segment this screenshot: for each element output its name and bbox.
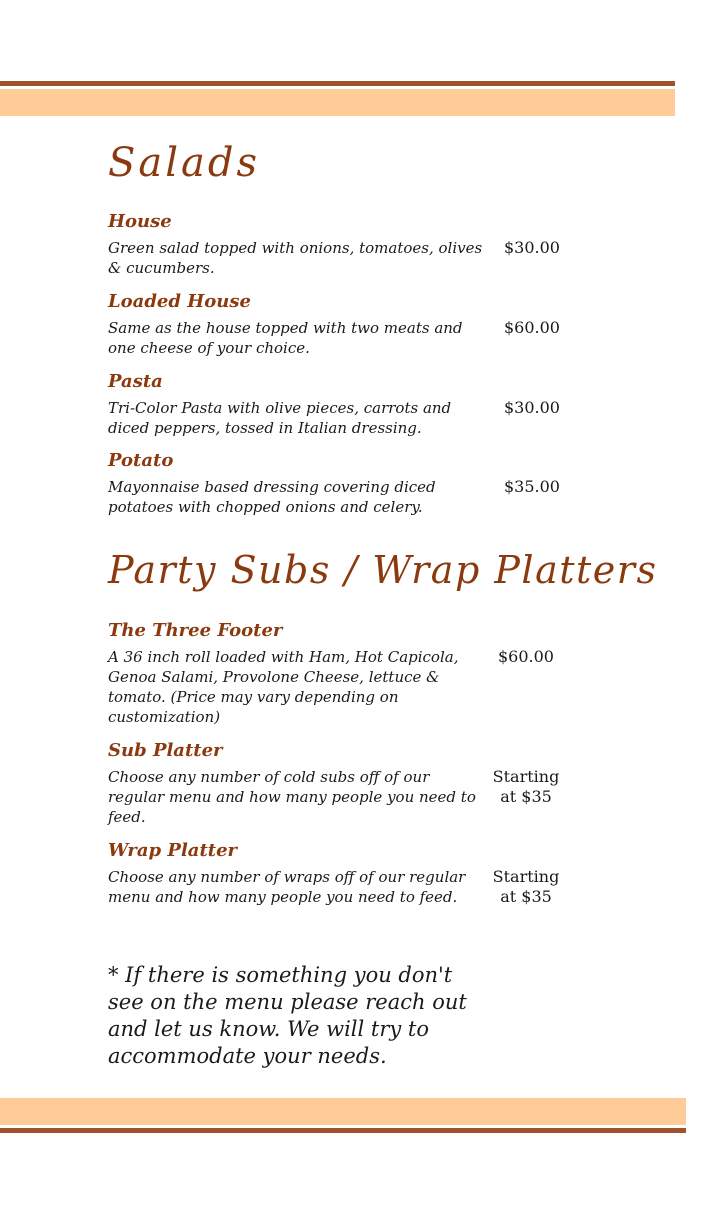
item-description: Tri-Color Pasta with olive pieces, carrots and diced peppers, tossed in Italian dressing. xyxy=(108,399,452,437)
item-description: Choose any number of cold subs off of our regular menu and how many people you need to feed. xyxy=(108,768,476,826)
item-name: House xyxy=(108,211,172,232)
item-price xyxy=(484,867,568,907)
menu-item-loaded-house xyxy=(108,290,608,357)
item-price: $30.00 xyxy=(504,238,560,257)
item-name: Sub Platter xyxy=(108,740,223,761)
item-description: A 36 inch roll loaded with Ham, Hot Capicola, Genoa Salami, Provolone Cheese, lettuce & tomato. (Price may vary depending on customization) xyxy=(108,648,459,726)
top-border-band xyxy=(0,89,675,116)
item-price-line-1: Starting xyxy=(492,767,560,786)
menu-item-potato xyxy=(108,449,608,516)
menu-item-wrap-platter xyxy=(108,839,608,906)
menu-item-sub-platter xyxy=(108,739,608,826)
salads-section-title: Salads xyxy=(108,140,261,186)
item-price: $30.00 xyxy=(504,398,560,417)
menu-item-three-footer xyxy=(108,619,608,726)
item-price: $60.00 xyxy=(498,647,554,666)
item-price-line-1: Starting xyxy=(492,867,560,886)
item-price xyxy=(484,767,568,807)
bottom-border-band xyxy=(0,1098,686,1125)
item-description: Green salad topped with onions, tomatoes, olives & cucumbers. xyxy=(108,239,483,277)
party-subs-section-title: Party Subs / Wrap Platters xyxy=(108,548,658,592)
top-border-line xyxy=(0,81,675,86)
item-name: Potato xyxy=(108,450,174,471)
item-price: $60.00 xyxy=(504,318,560,337)
menu-item-pasta xyxy=(108,370,608,437)
item-description: Choose any number of wraps off of our regular menu and how many people you need to feed. xyxy=(108,868,466,906)
item-price: $35.00 xyxy=(504,477,560,496)
item-name: The Three Footer xyxy=(108,620,283,641)
item-price-line-2: at $35 xyxy=(500,887,552,906)
item-name: Wrap Platter xyxy=(108,840,238,861)
item-name: Loaded House xyxy=(108,291,251,312)
menu-item-house xyxy=(108,210,608,277)
menu-footnote: * If there is something you don't see on the menu please reach out and let us know. We will try to accommodate your needs. xyxy=(108,963,467,1068)
bottom-border-line xyxy=(0,1128,686,1133)
item-description: Mayonnaise based dressing covering diced potatoes with chopped onions and celery. xyxy=(108,478,436,516)
item-name: Pasta xyxy=(108,371,163,392)
item-price-line-2: at $35 xyxy=(500,787,552,806)
item-description: Same as the house topped with two meats and one cheese of your choice. xyxy=(108,319,463,357)
